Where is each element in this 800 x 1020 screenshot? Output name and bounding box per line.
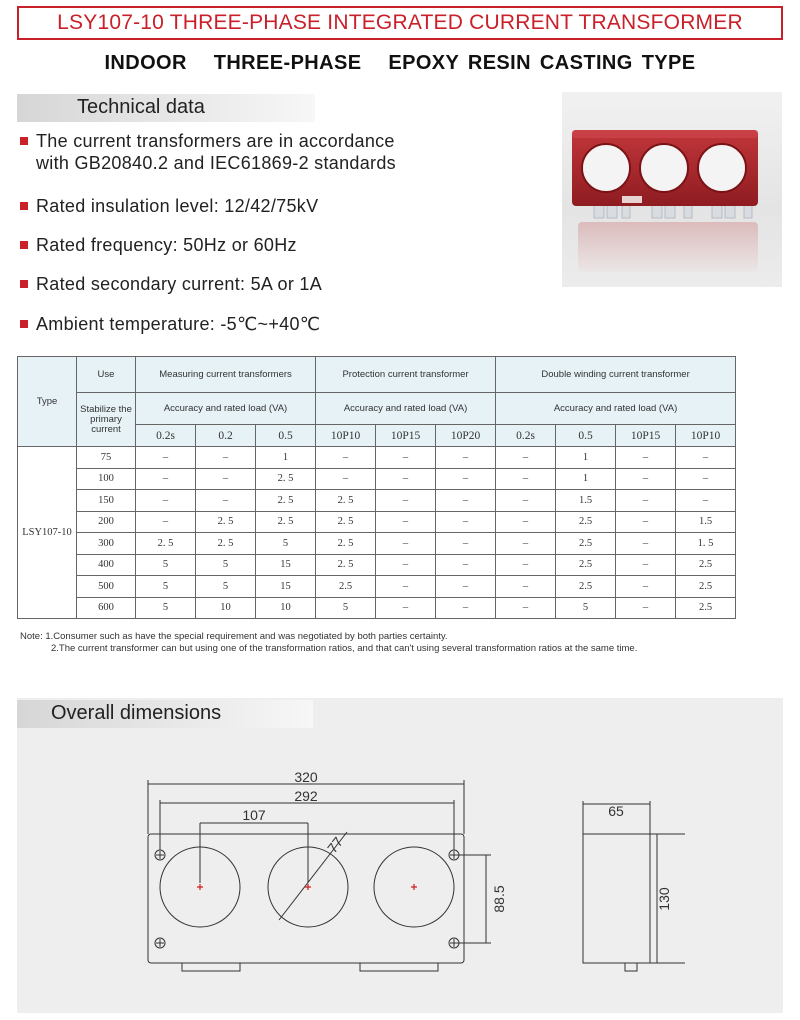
specification-table — [17, 356, 736, 619]
rated-load-cell: 5 — [556, 597, 616, 619]
rated-load-cell: – — [616, 597, 676, 619]
bullet-frequency — [18, 234, 538, 256]
rated-load-cell: – — [316, 447, 376, 469]
technical-data-heading-label: Technical data — [77, 96, 205, 118]
rated-load-cell: 2. 5 — [316, 490, 376, 512]
bullet-square-icon — [20, 280, 28, 288]
rated-load-cell: – — [616, 490, 676, 512]
rated-load-cell: – — [436, 554, 496, 576]
rated-load-cell: 2. 5 — [196, 511, 256, 533]
label-320: 320 — [294, 769, 318, 785]
bullet-text-line2: with GB20840.2 and IEC61869-2 standards — [36, 153, 396, 173]
dim-line-88-5 — [454, 855, 491, 943]
transformer-photo-icon — [562, 92, 782, 287]
primary-current-cell: 100 — [77, 468, 136, 490]
rated-load-cell: 10 — [196, 597, 256, 619]
bullet-standards — [18, 130, 538, 174]
window-center-marks — [197, 884, 417, 890]
rated-load-cell: – — [196, 490, 256, 512]
rated-load-cell: 5 — [136, 554, 196, 576]
bullet-ambient-temperature — [18, 313, 538, 335]
rated-load-cell: – — [376, 447, 436, 469]
note-line-1: Note: 1.Consumer such as have the special requirement and was negotiated by both parties certainty. — [20, 631, 448, 642]
rated-load-cell: 5 — [196, 576, 256, 598]
type-header: Type — [18, 357, 77, 447]
dim-line-107 — [200, 823, 308, 883]
rated-load-cell: 2. 5 — [316, 511, 376, 533]
table-row — [18, 576, 736, 598]
rated-load-cell: 1 — [256, 447, 316, 469]
rated-load-cell: – — [436, 533, 496, 555]
rated-load-cell: – — [136, 490, 196, 512]
bullet-square-icon — [20, 320, 28, 328]
rated-load-cell: 2.5 — [556, 554, 616, 576]
primary-current-cell: 500 — [77, 576, 136, 598]
rated-load-cell: – — [676, 468, 736, 490]
rated-load-cell: 2. 5 — [196, 533, 256, 555]
accuracy-header-double-winding: Accuracy and rated load (VA) — [496, 393, 736, 425]
rated-load-cell: 2. 5 — [256, 468, 316, 490]
accuracy-header-protection: Accuracy and rated load (VA) — [316, 393, 496, 425]
label-292: 292 — [294, 788, 318, 804]
table-row — [18, 533, 736, 555]
rated-load-cell: – — [496, 576, 556, 598]
primary-current-cell: 200 — [77, 511, 136, 533]
primary-current-cell: 300 — [77, 533, 136, 555]
class-header: 10P10 — [316, 425, 376, 447]
rated-load-cell: – — [616, 468, 676, 490]
class-header: 10P20 — [436, 425, 496, 447]
rated-load-cell: 2.5 — [556, 511, 616, 533]
label-88-5: 88.5 — [491, 885, 507, 913]
rated-load-cell: – — [376, 597, 436, 619]
rated-load-cell: 10 — [256, 597, 316, 619]
table-row — [18, 511, 736, 533]
class-header: 10P10 — [676, 425, 736, 447]
rated-load-cell: – — [496, 597, 556, 619]
rated-load-cell: – — [436, 468, 496, 490]
front-view — [148, 780, 491, 971]
rated-load-cell: 5 — [196, 554, 256, 576]
rated-load-cell: 1. 5 — [676, 533, 736, 555]
rated-load-cell: – — [496, 554, 556, 576]
rated-load-cell: – — [376, 576, 436, 598]
rated-load-cell: 5 — [316, 597, 376, 619]
table-row — [18, 468, 736, 490]
primary-current-cell: 600 — [77, 597, 136, 619]
rated-load-cell: – — [136, 447, 196, 469]
rated-load-cell: – — [436, 490, 496, 512]
rated-load-cell: – — [436, 511, 496, 533]
label-65: 65 — [608, 803, 624, 819]
table-row — [18, 490, 736, 512]
bullet-insulation — [18, 195, 538, 217]
rated-load-cell: – — [616, 447, 676, 469]
class-header: 0.2s — [136, 425, 196, 447]
rated-load-cell: 2. 5 — [256, 490, 316, 512]
bullet-text: The current transformers are in accordance — [36, 131, 395, 151]
bullet-square-icon — [20, 137, 28, 145]
rated-load-cell: 2.5 — [676, 576, 736, 598]
bullet-text: Rated insulation level: 12/42/75kV — [36, 196, 319, 216]
table-notes — [20, 631, 637, 654]
side-view-terminal — [625, 963, 637, 971]
rated-load-cell: – — [496, 447, 556, 469]
transformer-photo — [562, 92, 782, 287]
rated-load-cell: – — [496, 511, 556, 533]
model-cell: LSY107-10 — [18, 447, 77, 619]
group-header-double-winding: Double winding current transformer — [496, 357, 736, 393]
dim-line-292 — [160, 800, 454, 850]
class-header: 10P15 — [616, 425, 676, 447]
rated-load-cell: 15 — [256, 576, 316, 598]
label-130: 130 — [656, 887, 672, 911]
rated-load-cell: – — [436, 447, 496, 469]
rated-load-cell: 2. 5 — [256, 511, 316, 533]
rated-load-cell: 1.5 — [556, 490, 616, 512]
bullet-text: Rated secondary current: 5A or 1A — [36, 274, 323, 294]
rated-load-cell: – — [496, 533, 556, 555]
rated-load-cell: – — [136, 468, 196, 490]
group-header-measuring: Measuring current transformers — [136, 357, 316, 393]
front-view-outline — [148, 834, 464, 963]
use-header: Use — [77, 357, 136, 393]
primary-current-cell: 400 — [77, 554, 136, 576]
class-header: 0.2 — [196, 425, 256, 447]
bottom-terminal-left — [182, 963, 240, 971]
rated-load-cell: – — [196, 468, 256, 490]
rated-load-cell: 2. 5 — [316, 533, 376, 555]
bullet-text: Ambient temperature: -5℃~+40℃ — [36, 314, 321, 334]
bullet-text: Rated frequency: 50Hz or 60Hz — [36, 235, 297, 255]
dimension-drawing — [17, 698, 783, 1013]
rated-load-cell: 5 — [136, 597, 196, 619]
label-107: 107 — [242, 807, 266, 823]
rated-load-cell: 2.5 — [676, 554, 736, 576]
table-row — [18, 447, 736, 469]
rated-load-cell: 2. 5 — [316, 554, 376, 576]
rated-load-cell: 2.5 — [676, 597, 736, 619]
rated-load-cell: – — [316, 468, 376, 490]
class-header: 0.2s — [496, 425, 556, 447]
rated-load-cell: – — [616, 511, 676, 533]
title-banner — [17, 6, 783, 40]
table-row — [18, 597, 736, 619]
rated-load-cell: 5 — [256, 533, 316, 555]
rated-load-cell: – — [376, 554, 436, 576]
specification-table-body — [18, 447, 736, 619]
bullet-square-icon — [20, 241, 28, 249]
page-title: LSY107-10 THREE-PHASE INTEGRATED CURRENT TRANSFORMER — [57, 11, 743, 34]
table-row — [18, 554, 736, 576]
overall-dimensions-panel — [17, 698, 783, 1013]
rated-load-cell: 15 — [256, 554, 316, 576]
group-header-protection: Protection current transformer — [316, 357, 496, 393]
class-header: 0.5 — [256, 425, 316, 447]
bullet-square-icon — [20, 202, 28, 210]
class-header: 0.5 — [556, 425, 616, 447]
rated-load-cell: 2.5 — [316, 576, 376, 598]
side-view — [583, 801, 685, 971]
rated-load-cell: – — [136, 511, 196, 533]
rated-load-cell: – — [496, 490, 556, 512]
rated-load-cell: 5 — [136, 576, 196, 598]
rated-load-cell: 1.5 — [676, 511, 736, 533]
note-line-2: 2.The current transformer can but using one of the transformation ratios, and that can't using several transformation ratios at the same time. — [51, 642, 638, 654]
rated-load-cell: – — [376, 511, 436, 533]
rated-load-cell: – — [196, 447, 256, 469]
stabilize-header: Stabilize the primary current — [77, 393, 136, 447]
rated-load-cell: – — [676, 490, 736, 512]
rated-load-cell: 2.5 — [556, 576, 616, 598]
rated-load-cell: – — [436, 576, 496, 598]
overall-dimensions-heading-label: Overall dimensions — [51, 702, 222, 724]
primary-current-cell: 75 — [77, 447, 136, 469]
rated-load-cell: – — [376, 468, 436, 490]
accuracy-header-measuring: Accuracy and rated load (VA) — [136, 393, 316, 425]
rated-load-cell: – — [616, 533, 676, 555]
bullet-secondary-current — [18, 273, 538, 295]
rated-load-cell: – — [496, 468, 556, 490]
bottom-terminal-right — [360, 963, 438, 971]
rated-load-cell: – — [436, 597, 496, 619]
primary-current-cell: 150 — [77, 490, 136, 512]
subtitle-text: INDOOR THREE-PHASE EPOXY RESIN CASTING TYPE — [104, 52, 696, 74]
page-subtitle — [0, 52, 800, 75]
technical-data-heading — [17, 94, 315, 122]
label-77: 77 — [323, 833, 347, 856]
rated-load-cell: 1 — [556, 468, 616, 490]
rated-load-cell: – — [676, 447, 736, 469]
rated-load-cell: 1 — [556, 447, 616, 469]
class-header: 10P15 — [376, 425, 436, 447]
rated-load-cell: – — [376, 490, 436, 512]
rated-load-cell: 2.5 — [556, 533, 616, 555]
rated-load-cell: – — [376, 533, 436, 555]
side-view-outline — [583, 834, 650, 963]
rated-load-cell: – — [616, 554, 676, 576]
rated-load-cell: – — [616, 576, 676, 598]
rated-load-cell: 2. 5 — [136, 533, 196, 555]
mounting-holes — [155, 850, 459, 948]
